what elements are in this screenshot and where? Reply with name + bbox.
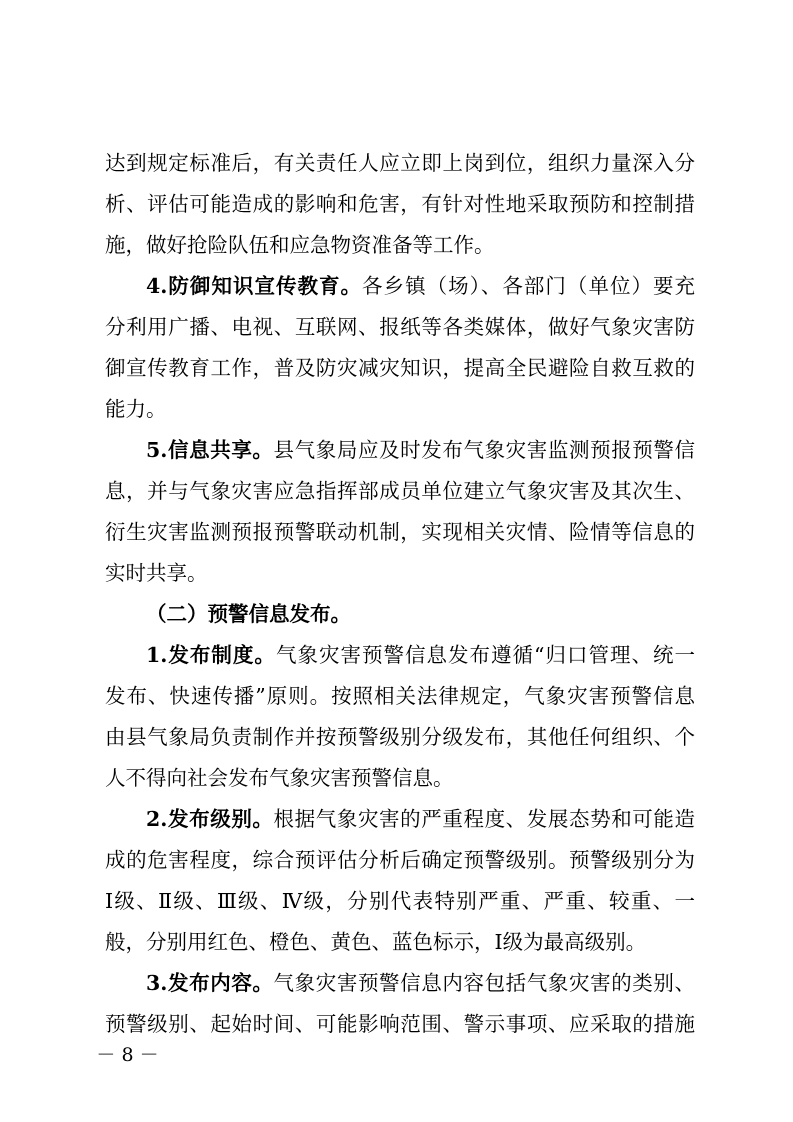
paragraph-line: 御宣传教育工作，普及防灾减灾知识，提高全民避险自救互救的 bbox=[105, 356, 695, 380]
paragraph-title: 2.发布级别。 bbox=[146, 807, 274, 831]
paragraph-line: 达到规定标准后，有关责任人应立即上岗到位，组织力量深入分 bbox=[105, 151, 695, 175]
paragraph-title: 4.防御知识宣传教育。 bbox=[146, 274, 363, 298]
paragraph-text: 气象灾害预警信息内容包括气象灾害的类别、 bbox=[273, 971, 696, 995]
paragraph-title: 5.信息共享。 bbox=[146, 438, 274, 462]
page-number: － 8 － bbox=[96, 1044, 159, 1066]
paragraph-first-line bbox=[146, 804, 695, 834]
paragraph-line: 施，做好抢险队伍和应急物资准备等工作。 bbox=[105, 233, 495, 257]
paragraph-title: 3.发布内容。 bbox=[146, 971, 274, 995]
paragraph-title: 1.发布制度。 bbox=[146, 643, 276, 667]
paragraph-text: 各乡镇（场）、各部门（单位）要充 bbox=[362, 274, 696, 298]
paragraph-first-line bbox=[146, 968, 695, 998]
paragraph-first-line bbox=[146, 271, 695, 301]
paragraph-line: 般，分别用红色、橙色、黄色、蓝色标示，Ⅰ级为最高级别。 bbox=[105, 930, 647, 954]
paragraph-line: 实时共享。 bbox=[105, 561, 208, 585]
paragraph-text: 县气象局应及时发布气象灾害监测预报预警信 bbox=[273, 438, 696, 462]
paragraph-first-line bbox=[146, 640, 695, 670]
paragraph-line: 分利用广播、电视、互联网、报纸等各类媒体，做好气象灾害防 bbox=[105, 315, 695, 339]
paragraph-text: 根据气象灾害的严重程度、发展态势和可能造 bbox=[273, 807, 696, 831]
paragraph-text: 气象灾害预警信息发布遵循“归口管理、统一 bbox=[275, 643, 695, 667]
paragraph-line: 衍生灾害监测预报预警联动机制，实现相关灾情、险情等信息的 bbox=[105, 520, 695, 544]
paragraph-line: Ⅰ级、Ⅱ级、Ⅲ级、Ⅳ级，分别代表特别严重、严重、较重、一 bbox=[105, 889, 695, 913]
paragraph-line: 能力。 bbox=[105, 397, 167, 421]
paragraph-first-line bbox=[146, 435, 695, 465]
paragraph-line: 人不得向社会发布气象灾害预警信息。 bbox=[105, 766, 454, 790]
section-heading: （二）预警信息发布。 bbox=[146, 602, 351, 626]
paragraph-line: 由县气象局负责制作并按预警级别分级发布，其他任何组织、个 bbox=[105, 725, 695, 749]
paragraph-line: 息，并与气象灾害应急指挥部成员单位建立气象灾害及其次生、 bbox=[105, 479, 695, 503]
paragraph-line: 预警级别、起始时间、可能影响范围、警示事项、应采取的措施 bbox=[105, 1012, 695, 1036]
paragraph-line: 发布、快速传播”原则。按照相关法律规定，气象灾害预警信息 bbox=[105, 684, 695, 708]
paragraph-line: 析、评估可能造成的影响和危害，有针对性地采取预防和控制措 bbox=[105, 192, 695, 216]
paragraph-line: 成的危害程度，综合预评估分析后确定预警级别。预警级别分为 bbox=[105, 848, 695, 872]
